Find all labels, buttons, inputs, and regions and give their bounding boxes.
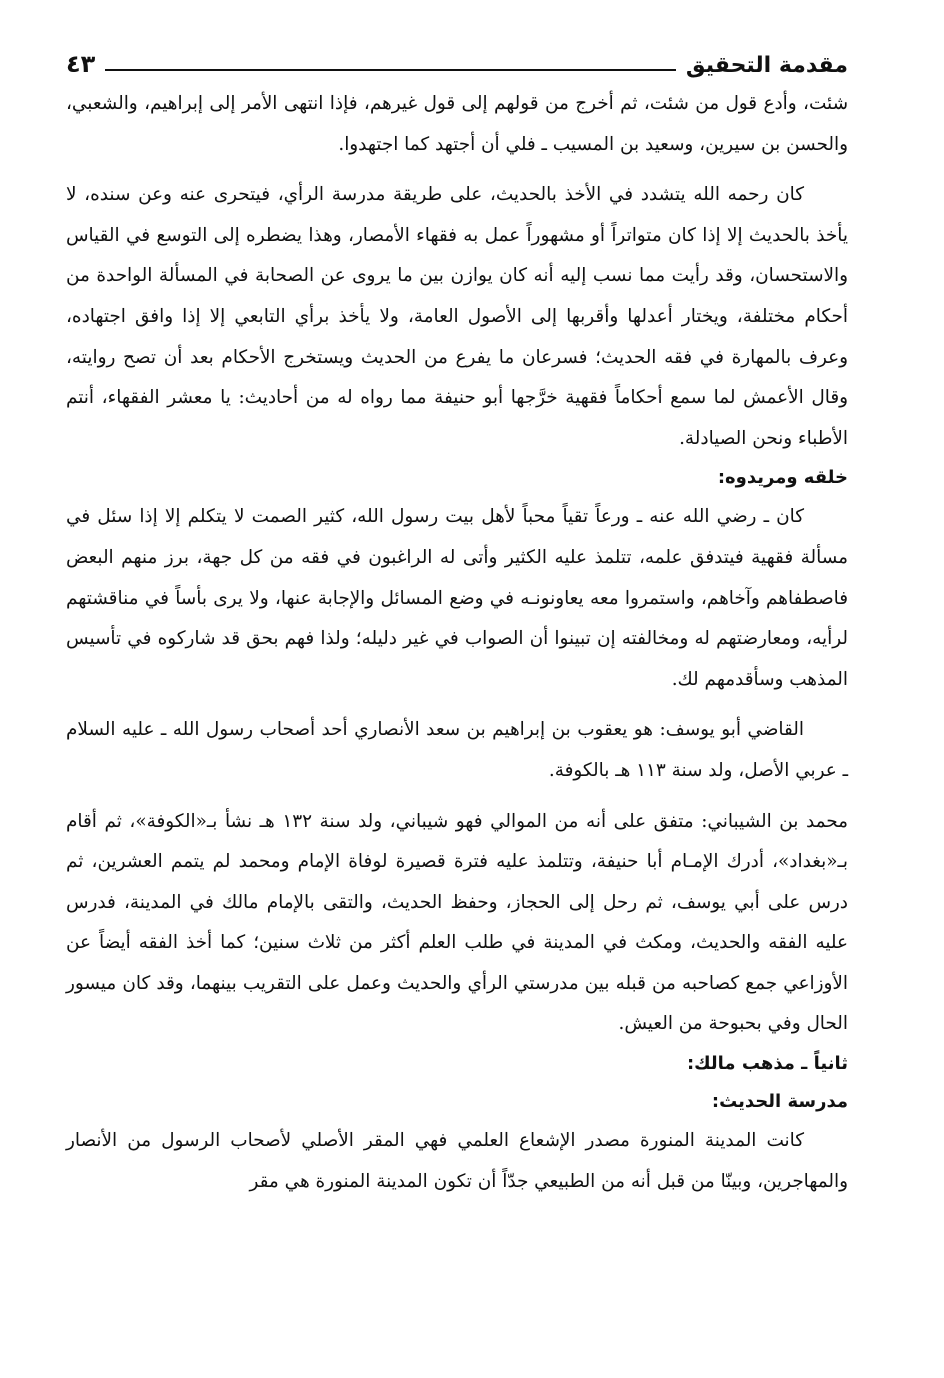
- paragraph-hadith-method: كان رحمه الله يتشدد في الأخذ بالحديث، على طريقة مدرسة الرأي، فيتحرى عنه وعن سنده، لا يأخذ بالحديث إلا إذا كان متواتراً أو مشهوراً عمل به فقهاء الأمصار، وهذا يضطره إلى التوسع في القياس والاستحسان، وقد رأيت مما نسب إليه أنه كان يوازن بين ما يروى عن الصحابة في المسألة الواحدة من أحكام مختلفة، ويختار أعدلها وأقربها إلى الأصول العامة، ولا يأخذ برأي التابعي إلا إذا وافق اجتهاده، وعرف بالمهارة في فقه الحديث؛ فسرعان ما يفرع من الحديث ويستخرج الأحكام بعد أن تصح روايته، وقال الأعمش لما سمع أحكاماً فقهية خرَّجها أبو حنيفة مما رواه له من أحاديث: يا معشر الفقهاء، أنتم الأطباء ونحن الصيادلة.: [66, 184, 848, 449]
- paragraph-character: كان ـ رضي الله عنه ـ ورعاً تقياً محباً لأهل بيت رسول الله، كثير الصمت لا يتكلم إلا إذا سئل في مسألة فقهية فيتدفق علمه، تتلمذ عليه الكثير وأتى له الراغبون في فقه من كل جهة، برز منهم البعض فاصطفاهم وآخاهم، واستمروا معه يعاونونـه في وضع المسائل والإجابة عنها، ولا يرى بأساً في مناقشتهم لرأيه، ومعارضتهم له ومخالفته إن تبينوا أن الصواب في غير دليله؛ ولذا فهم بحق قد شاركوه في تأسيس المذهب وسأقدمهم لك.: [66, 506, 848, 690]
- heading-character-disciples: خلقه ومريدوه:: [717, 467, 848, 489]
- page-number: ٤٣: [66, 50, 96, 78]
- paragraph-medina: كانت المدينة المنورة مصدر الإشعاع العلمي فهي المقر الأصلي لأصحاب الرسول من الأنصار والمهاجرين، وبينّا من قبل أنه من الطبيعي جدّاً أن تكون المدينة المنورة هي مقر: [66, 1130, 848, 1192]
- heading-maliki-school: ثانياً ـ مذهب مالك:: [686, 1053, 848, 1075]
- page-body: [66, 84, 848, 1202]
- paragraph-abu-yusuf: القاضي أبو يوسف: هو يعقوب بن إبراهيم بن سعد الأنصاري أحد أصحاب رسول الله ـ عليه السلام ـ عربي الأصل، ولد سنة ١١٣ هـ بالكوفة.: [66, 719, 848, 781]
- header-title: مقدمة التحقيق: [685, 53, 848, 78]
- heading-hadith-school: مدرسة الحديث:: [711, 1091, 848, 1113]
- running-header: [66, 38, 848, 78]
- header-rule: [105, 69, 676, 71]
- paragraph-shaybani: محمد بن الشيباني: متفق على أنه من الموالي فهو شيباني، ولد سنة ١٣٢ هـ نشأ بـ«الكوفة»، ثم أقام بـ«بغداد»، أدرك الإمـام أبا حنيفة، وتتلمذ عليه فترة قصيرة لوفاة الإمام ومحمد لم يتمم العشرين، ثم درس على أبي يوسف، ثم رحل إلى الحجاز، وحفظ الحديث، والتقى بالإمام مالك في المدينة، فدرس عليه الفقه والحديث، ومكث في المدينة في طلب العلم أكثر من ثلاث سنين؛ كما أخذ الفقه أيضاً عن الأوزاعي جمع كصاحبه من قبله بين مدرستي الرأي والحديث وعمل على التقريب بينهما، وقد كان ميسور الحال وفي بحبوحة من العيش.: [66, 810, 848, 1035]
- paragraph-continuation: شئت، وأدع قول من شئت، ثم أخرج من قولهم إلى قول غيرهم، فإذا انتهى الأمر إلى إبراهيم، والشعبي، والحسن بن سيرين، وسعيد بن المسيب ـ فلي أن أجتهد كما اجتهدوا.: [66, 93, 848, 155]
